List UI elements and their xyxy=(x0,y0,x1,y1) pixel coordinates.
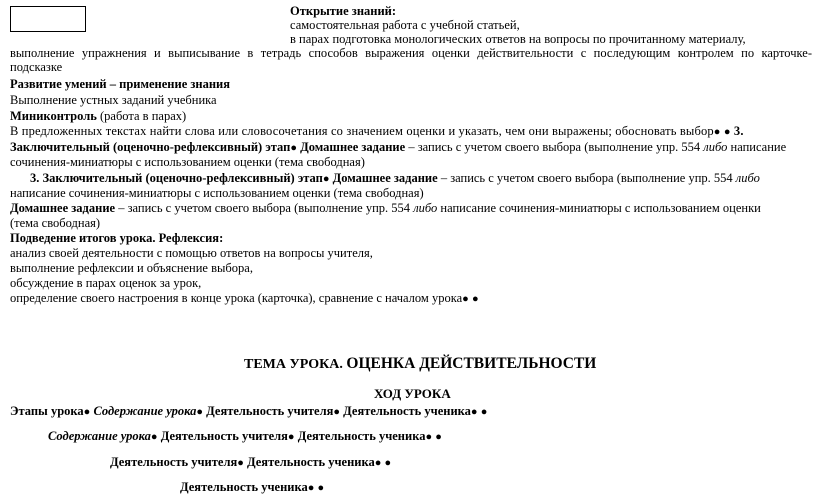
bullet-icon: ● xyxy=(384,457,392,469)
bullet-icon: ● xyxy=(435,431,442,443)
bullet-icon: ● xyxy=(462,293,469,305)
cascade-label: Деятельность учителя xyxy=(110,455,238,469)
cascade-label: Содержание урока xyxy=(93,404,197,418)
final-line-2: написание сочинения-миниатюры с использованием оценки (тема свободная) xyxy=(10,186,424,200)
discovery-heading: Открытие знаний: xyxy=(290,4,397,18)
mini-heading-line xyxy=(10,108,186,124)
final-stage-heading: 3. Заключительный (оценочно-рефлексивный) этап xyxy=(30,171,323,185)
cascade-row-1 xyxy=(10,403,487,420)
empty-box xyxy=(10,6,86,32)
summary-item: анализ своей деятельности с помощью ответов на вопросы учителя, xyxy=(10,246,373,260)
bullet-icon: ● xyxy=(83,406,91,418)
bullet-icon: ● xyxy=(322,173,330,185)
discovery-line-4: подсказке xyxy=(10,60,63,74)
cascade-label: Деятельность ученика xyxy=(247,455,375,469)
bullet-icon: ● xyxy=(287,431,295,443)
bullet-icon: ● xyxy=(470,406,478,418)
homework-text: – запись с учетом своего выбора (выполнение упр. 554 xyxy=(115,201,414,215)
bullet-icon: ● xyxy=(290,142,297,154)
bullet-icon: ● xyxy=(196,406,204,418)
summary-heading: Подведение итогов урока. Рефлексия: xyxy=(10,231,224,245)
bullet-icon: ● xyxy=(374,457,382,469)
bullet-icon: ● xyxy=(333,406,341,418)
mini-text: В предложенных текстах найти слова или словосочетания со значением оценки и указать, чем они выражены; обосновать выбор xyxy=(10,124,714,138)
bullet-icon: ● xyxy=(713,126,721,138)
mini-line-3: сочинения-миниатюры с использованием оценки (тема свободная) xyxy=(10,155,365,169)
cascade-label: Содержание урока xyxy=(48,429,151,443)
homework-or: либо xyxy=(413,201,438,215)
bullet-icon: ● xyxy=(425,431,433,443)
homework-heading: Домашнее задание xyxy=(10,201,116,215)
cascade-label: Деятельность ученика xyxy=(343,404,471,418)
cascade-row-3 xyxy=(110,454,391,471)
bullet-icon: ● xyxy=(471,293,479,305)
summary-item-last xyxy=(10,290,479,307)
final-stage-heading: Заключительный (оценочно-рефлексивный) этап xyxy=(10,140,291,154)
homework-tail: написание сочинения-миниатюры с использованием оценки xyxy=(437,201,761,215)
lesson-topic-title: ОЦЕНКА ДЕЙСТВИТЕЛЬНОСТИ xyxy=(346,355,597,372)
mini-heading: Миниконтроль xyxy=(10,109,97,123)
skills-heading: Развитие умений – применение знания xyxy=(10,77,231,91)
cascade-label: Деятельность ученика xyxy=(180,480,308,494)
homework-line-1 xyxy=(10,200,761,216)
cascade-row-2 xyxy=(48,428,442,445)
mini-heading-tail: (работа в парах) xyxy=(96,109,187,123)
homework-text: – запись с учетом своего выбора (выполнение упр. 554 xyxy=(405,140,704,154)
discovery-line-2: в парах подготовка монологических ответов на вопросы по прочитанному материалу, xyxy=(290,32,746,46)
lesson-course-heading: ХОД УРОКА xyxy=(374,386,451,401)
bullet-icon: ● xyxy=(480,406,488,418)
lesson-topic-prefix: ТЕМА УРОКА. xyxy=(244,357,347,372)
homework-or: либо xyxy=(703,140,728,154)
bullet-icon: ● xyxy=(150,431,158,443)
bullet-icon: ● xyxy=(723,126,731,138)
discovery-line-3: выполнение упражнения и выписывание в тетрадь способов выражения оценки действительности с последующим контролем по карточке- xyxy=(10,46,812,60)
bullet-icon: ● xyxy=(307,482,315,494)
skills-text: Выполнение устных заданий учебника xyxy=(10,93,217,107)
summary-item: определение своего настроения в конце урока (карточка), сравнение с началом урока xyxy=(10,291,463,305)
cascade-row-4 xyxy=(180,479,324,496)
cascade-label: Деятельность учителя xyxy=(206,404,334,418)
bullet-icon: ● xyxy=(317,482,325,494)
homework-heading: Домашнее задание xyxy=(329,171,438,185)
homework-or: либо xyxy=(735,171,760,185)
cascade-label: Деятельность ученика xyxy=(297,429,426,443)
mini-line-1 xyxy=(10,123,744,140)
summary-item: выполнение рефлексии и объяснение выбора, xyxy=(10,261,253,275)
homework-line-2: (тема свободная) xyxy=(10,216,101,230)
cascade-label: Деятельность учителя xyxy=(160,429,288,443)
lesson-topic xyxy=(244,355,596,373)
homework-heading: Домашнее задание xyxy=(296,140,406,154)
discovery-line-1: самостоятельная работа с учебной статьей, xyxy=(290,18,520,32)
mini-stage-number: 3. xyxy=(730,124,744,138)
cascade-label: Этапы урока xyxy=(10,404,84,418)
summary-item: обсуждение в парах оценок за урок, xyxy=(10,276,202,290)
homework-text: – запись с учетом своего выбора (выполнение упр. 554 xyxy=(437,171,736,185)
bullet-icon: ● xyxy=(237,457,244,469)
homework-tail: написание xyxy=(727,140,787,154)
